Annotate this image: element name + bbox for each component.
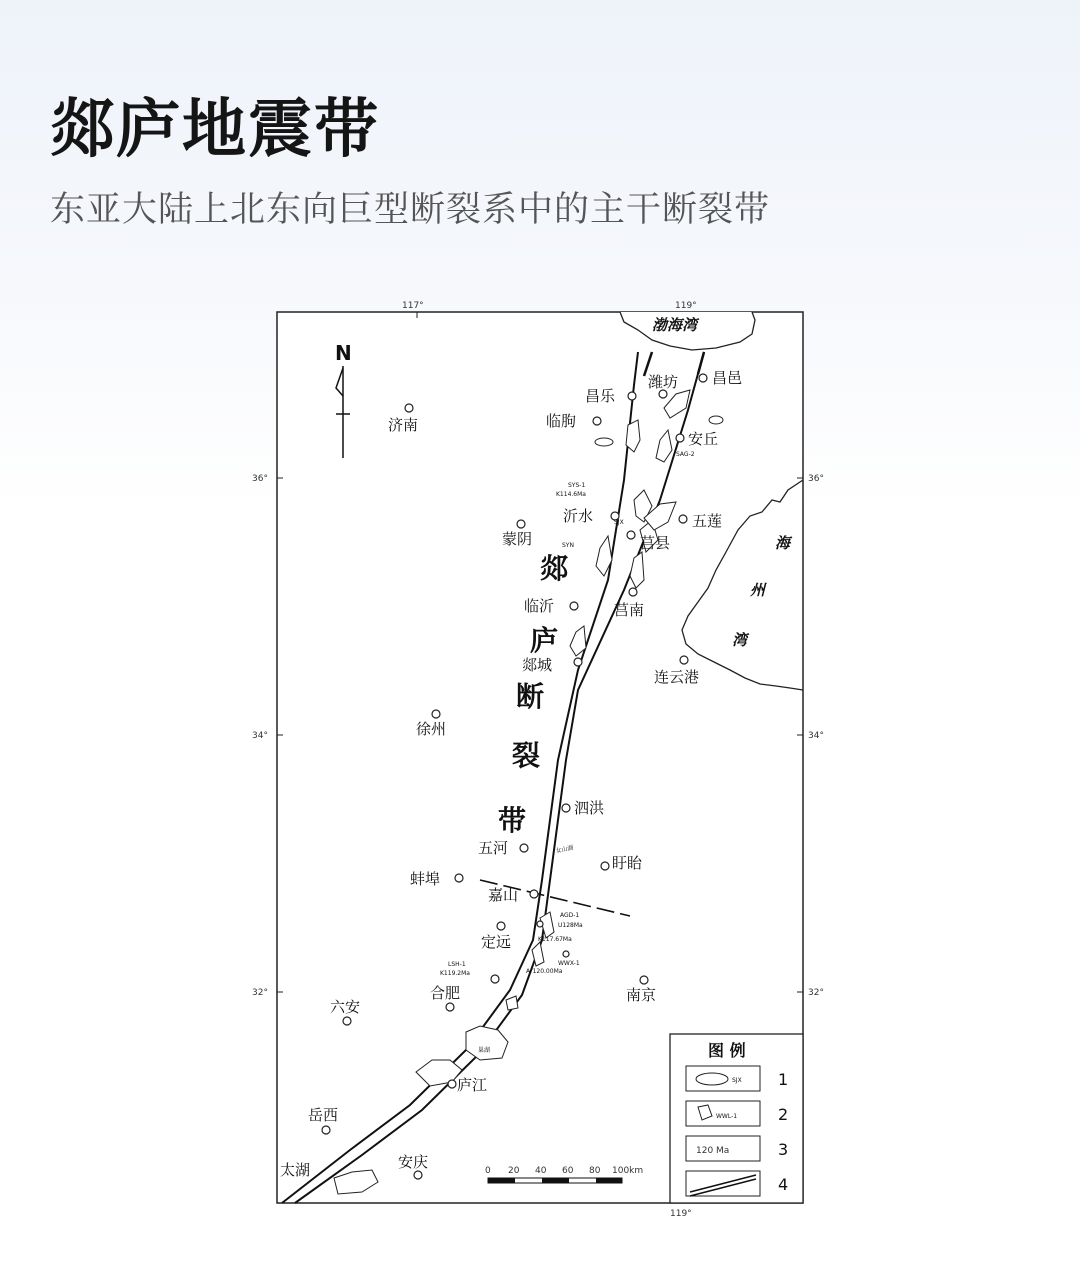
legend-num-2: 2 bbox=[778, 1105, 789, 1124]
anno-ar120: Ar120.00Ma bbox=[526, 968, 563, 975]
label-bohai-bay: 渤海湾 bbox=[652, 316, 698, 334]
svg-text:80: 80 bbox=[589, 1166, 601, 1176]
svg-text:100km: 100km bbox=[612, 1166, 644, 1176]
anno-chaohu: 巢湖 bbox=[478, 1047, 491, 1054]
tick-lon-119-top: 119° bbox=[675, 301, 697, 311]
place-linyi: 临沂 bbox=[524, 597, 555, 615]
place-jinan: 济南 bbox=[388, 416, 419, 434]
label-haizhou-3: 湾 bbox=[732, 631, 748, 649]
legend-tag-1: SJX bbox=[732, 1077, 742, 1084]
anno-k117: K117.67Ma bbox=[538, 936, 572, 943]
fault-name-char-1: 郯 bbox=[540, 552, 569, 585]
place-dingyuan: 定远 bbox=[481, 933, 512, 951]
fault-name-char-2: 庐 bbox=[530, 624, 559, 657]
legend bbox=[670, 1034, 803, 1203]
place-hefei: 合肥 bbox=[430, 984, 461, 1002]
legend-num-4: 4 bbox=[778, 1175, 789, 1194]
tick-lat-36-right: 36° bbox=[808, 474, 824, 484]
svg-text:40: 40 bbox=[535, 1166, 547, 1176]
place-anqiu: 安丘 bbox=[688, 430, 719, 448]
legend-title: 图 例 bbox=[708, 1041, 746, 1060]
legend-num-1: 1 bbox=[778, 1070, 789, 1089]
anno-lsh1: LSH-1 bbox=[448, 961, 466, 968]
north-label: N bbox=[335, 341, 352, 365]
tick-lat-34-right: 34° bbox=[808, 731, 824, 741]
scale-bar bbox=[485, 1166, 643, 1183]
page-title: 郯庐地震带 bbox=[50, 92, 380, 167]
place-jiashan: 嘉山 bbox=[488, 886, 519, 904]
anno-k114: K114.6Ma bbox=[556, 491, 586, 498]
place-junan: 莒南 bbox=[614, 601, 645, 619]
anno-wwx1: WWX-1 bbox=[558, 960, 580, 967]
place-yuexi: 岳西 bbox=[308, 1106, 339, 1124]
place-bengbu: 蚌埠 bbox=[410, 870, 441, 888]
place-sihong: 泗洪 bbox=[574, 799, 605, 817]
place-tancheng: 郯城 bbox=[522, 656, 553, 674]
legend-tag-2: WWL-1 bbox=[716, 1113, 738, 1120]
anno-sjx: SJX bbox=[614, 519, 624, 526]
place-changyi: 昌邑 bbox=[712, 369, 743, 387]
place-weifang: 潍坊 bbox=[648, 373, 679, 391]
place-lujiang: 庐江 bbox=[457, 1076, 488, 1094]
place-linqu: 临朐 bbox=[546, 412, 577, 430]
anno-syn: SYN bbox=[562, 542, 574, 549]
page-subtitle: 东亚大陆上北东向巨型断裂系中的主干断裂带 bbox=[50, 190, 771, 230]
fault-map bbox=[240, 290, 840, 1230]
place-juxian: 莒县 bbox=[640, 534, 671, 552]
place-xuyi: 盱眙 bbox=[612, 854, 643, 872]
tick-lon-117: 117° bbox=[402, 301, 424, 311]
anno-agd1: AGD-1 bbox=[560, 912, 580, 919]
place-liuan: 六安 bbox=[330, 998, 361, 1016]
tick-lat-32-right: 32° bbox=[808, 988, 824, 998]
place-wuhe: 五河 bbox=[478, 839, 509, 857]
place-yishui: 沂水 bbox=[563, 507, 594, 525]
place-nanjing: 南京 bbox=[626, 986, 657, 1004]
svg-text:0: 0 bbox=[485, 1166, 491, 1176]
place-mengyin: 蒙阴 bbox=[502, 530, 533, 548]
svg-text:60: 60 bbox=[562, 1166, 574, 1176]
place-changle: 昌乐 bbox=[585, 387, 616, 405]
anno-k119: K119.2Ma bbox=[440, 970, 470, 977]
fault-name-char-4: 裂 bbox=[512, 739, 541, 772]
label-haizhou-2: 州 bbox=[750, 581, 766, 599]
place-lianyungang: 连云港 bbox=[654, 668, 700, 686]
anno-sag2: SAG-2 bbox=[676, 451, 695, 458]
place-anqing: 安庆 bbox=[398, 1153, 429, 1171]
label-haizhou-1: 海 bbox=[775, 534, 791, 552]
place-taihu: 太湖 bbox=[280, 1161, 311, 1179]
tick-lat-36-left: 36° bbox=[252, 474, 268, 484]
fault-name-char-3: 断 bbox=[516, 680, 545, 713]
tick-lat-34-left: 34° bbox=[252, 731, 268, 741]
place-xuzhou: 徐州 bbox=[416, 720, 447, 738]
anno-sys1: SYS-1 bbox=[568, 482, 586, 489]
legend-num-3: 3 bbox=[778, 1140, 789, 1159]
anno-u128: U128Ma bbox=[558, 922, 583, 929]
svg-text:20: 20 bbox=[508, 1166, 520, 1176]
legend-tag-3: 120 Ma bbox=[696, 1146, 730, 1156]
place-wulian: 五莲 bbox=[692, 512, 723, 530]
tick-lat-32-left: 32° bbox=[252, 988, 268, 998]
tick-lon-119-bottom: 119° bbox=[670, 1209, 692, 1219]
anno-nvshan: 女山湖 bbox=[554, 844, 575, 855]
fault-name-char-5: 带 bbox=[498, 804, 527, 837]
